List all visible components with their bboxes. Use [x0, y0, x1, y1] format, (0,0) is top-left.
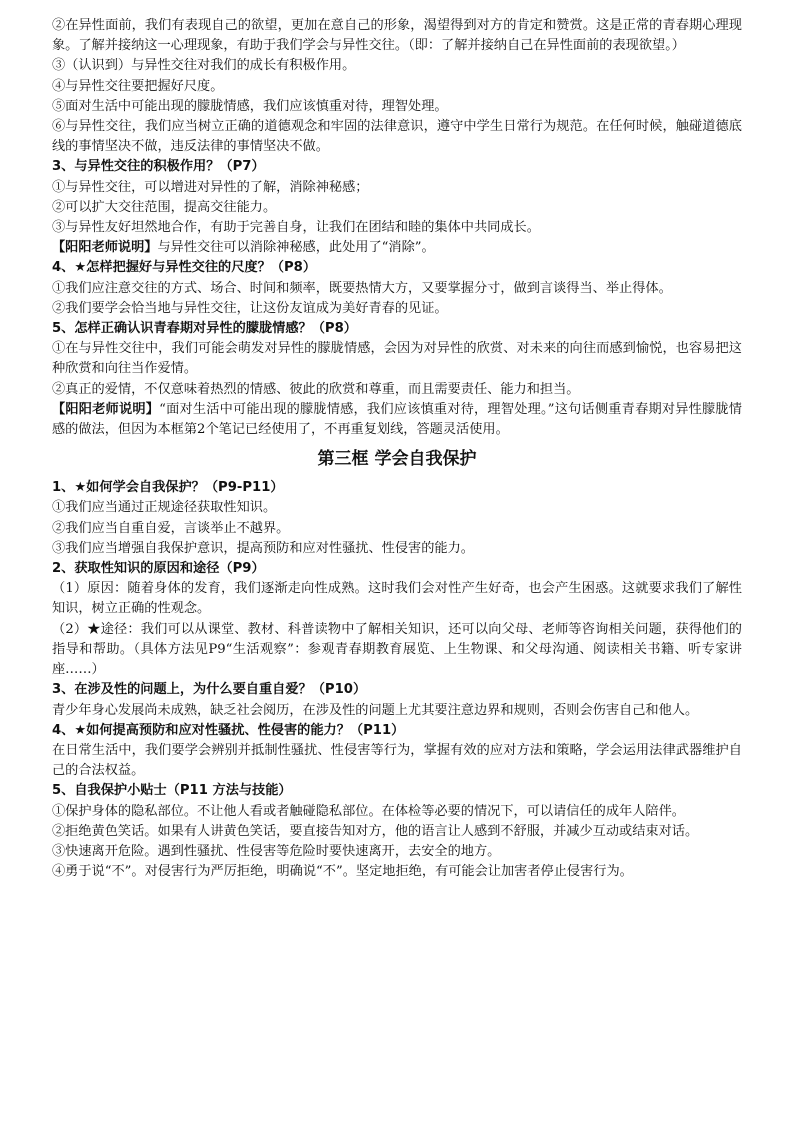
tip-4: ④勇于说“不”。对侵害行为严厉拒绝，明确说“不”。坚定地拒绝，有可能会让加害者停止侵害行为。 — [52, 864, 633, 880]
question-heading-5: 5、怎样正确认识青春期对异性的朦胧情感？（P8） — [52, 321, 357, 337]
answer-5-2: ②真正的爱情，不仅意味着热烈的情感、彼此的欣赏和尊重，而且需要责任、能力和担当。 — [52, 381, 580, 397]
section-1-item-1: ①我们应当通过正规途径获取性知识。 — [52, 500, 277, 516]
teacher-note-5 — [52, 400, 742, 440]
answer-4-1: ①我们应注意交往的方式、场合、时间和频率，既要热情大方，又要掌握分寸，做到言谈得当、举止得体。 — [52, 280, 672, 296]
paragraph-top-6: ⑥与异性交往，我们应当树立正确的道德观念和牢固的法律意识，遵守中学生日常行为规范。在任何时候，触碰道德底线的事情坚决不做，违反法律的事情坚决不做。 — [52, 119, 742, 155]
tip-2: ②拒绝黄色笑话。如果有人讲黄色笑话，要直接告知对方，他的语言让人感到不舒服，并减少互动或结束对话。 — [52, 823, 699, 839]
teacher-note-text: “面对生活中可能出现的朦胧情感，我们应该慎重对待，理智处理。”这句话侧重青春期对异性朦胧情感的做法，但因为本框第2个笔记已经使用了，不再重复划线，答题灵活使用。 — [52, 401, 742, 438]
tip-3: ③快速离开危险。遇到性骚扰、性侵害等危险时要快速离开，去安全的地方。 — [52, 843, 501, 859]
section-2-reason: （1）原因：随着身体的发育，我们逐渐走向性成熟。这时我们会对性产生好奇，也会产生困惑。这就要求我们了解性知识，树立正确的性观念。 — [52, 581, 742, 617]
section-heading-3: 3、在涉及性的问题上，为什么要自重自爱？（P10） — [52, 682, 367, 698]
section-4-text: 在日常生活中，我们要学会辨别并抵制性骚扰、性侵害等行为，掌握有效的应对方法和策略，学会运用法律武器维护自己的合法权益。 — [52, 742, 742, 779]
section-2-ways: （2）★途径：我们可以从课堂、教材、科普读物中了解相关知识，还可以向父母、老师等咨询相关问题，获得他们的指导和帮助。（具体方法见P9“生活观察”：参观青春期教育展览、上生物课、和父母沟通、阅读相关书籍、听专家讲座……） — [52, 621, 742, 678]
teacher-note-text: 与异性交往可以消除神秘感，此处用了“消除”。 — [157, 240, 435, 256]
teacher-note-3 — [52, 238, 742, 258]
answer-4-2: ②我们要学会恰当地与异性交往，让这份友谊成为美好青春的见证。 — [52, 300, 448, 316]
answer-3-1: ①与异性交往，可以增进对异性的了解，消除神秘感； — [52, 179, 369, 195]
tip-1: ①保护身体的隐私部位。不让他人看或者触碰隐私部位。在体检等必要的情况下，可以请信任的成年人陪伴。 — [52, 803, 685, 819]
answer-5-1: ①在与异性交往中，我们可能会萌发对异性的朦胧情感，会因为对异性的欣赏、对未来的向往而感到愉悦，也容易把这种欣赏和向往当作爱情。 — [52, 341, 742, 377]
section-heading-5: 5、自我保护小贴士（P11 方法与技能） — [52, 783, 292, 799]
teacher-note-tag: 【阳阳老师说明】 — [52, 240, 158, 256]
question-heading-3: 3、与异性交往的积极作用？（P7） — [52, 159, 265, 175]
section-1-item-2: ②我们应当自重自爱，言谈举止不越界。 — [52, 520, 290, 536]
question-heading-4: 4、★怎样把握好与异性交往的尺度？（P8） — [52, 260, 317, 276]
paragraph-top-5: ⑤面对生活中可能出现的朦胧情感，我们应该慎重对待，理智处理。 — [52, 98, 448, 114]
section-3-text: 青少年身心发展尚未成熟，缺乏社会阅历，在涉及性的问题上尤其要注意边界和规则，否则会伤害自己和他人。 — [52, 702, 699, 718]
section-heading-2: 2、获取性知识的原因和途径（P9） — [52, 561, 265, 577]
section-heading-1: 1、★如何学会自我保护？（P9-P11） — [52, 480, 284, 496]
paragraph-top-3: ③（认识到）与异性交往对我们的成长有积极作用。 — [52, 58, 356, 74]
answer-3-3: ③与异性友好坦然地合作，有助于完善自身，让我们在团结和睦的集体中共同成长。 — [52, 220, 540, 236]
section-1-item-3: ③我们应当增强自我保护意识，提高预防和应对性骚扰、性侵害的能力。 — [52, 540, 474, 556]
paragraph-top-4: ④与异性交往要把握好尺度。 — [52, 78, 224, 94]
paragraph-top-2: ②在异性面前，我们有表现自己的欲望，更加在意自己的形象，渴望得到对方的肯定和赞赏。这是正常的青春期心理现象。了解并接纳这一心理现象，有助于我们学会与异性交往。（即：了解并接纳自己在异性面前的表现欲望。） — [52, 18, 742, 54]
section-title: 第三框 学会自我保护 — [317, 449, 477, 470]
section-heading-4: 4、★如何提高预防和应对性骚扰、性侵害的能力？（P11） — [52, 722, 405, 738]
answer-3-2: ②可以扩大交往范围，提高交往能力。 — [52, 199, 277, 215]
teacher-note-tag: 【阳阳老师说明】 — [52, 401, 160, 417]
